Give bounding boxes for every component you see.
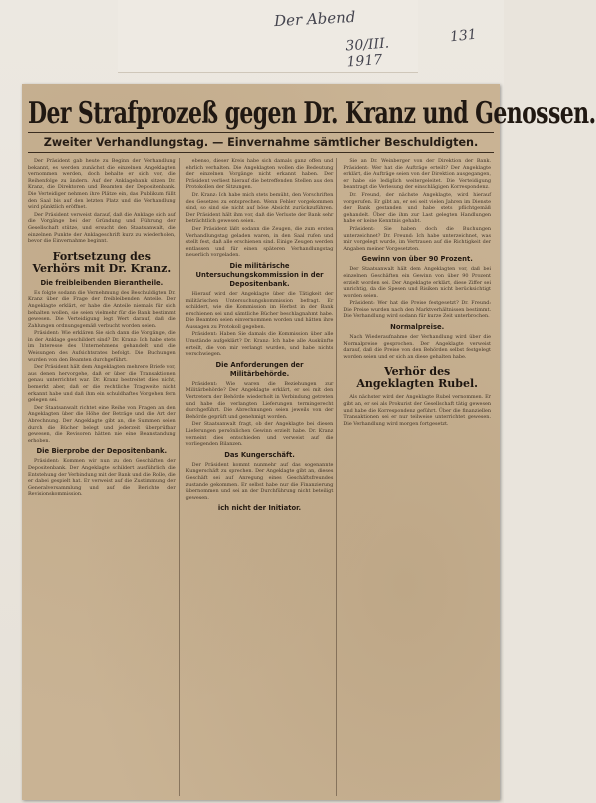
article-paragraph: Präsident: Haben Sie damals die Kommission über alle Umstände aufgeklärt? Dr. Kranz: Ich habe alle Auskünfte erteilt, die von mir verlangt wurden, und habe nichts verschwiegen. [185,331,334,358]
article-paragraph: Der Staatsanwalt hält dem Angeklagten vor, daß bei einzelnen Geschäften ein Gewinn von über 90 Prozent erzielt worden sei. Der Angeklagte erklärt, diese Ziffer sei unrichtig, da die Spesen und Risiken nicht berücksichtigt worden seien. [343,266,492,299]
subsection-heading: Die Bierprobe der Depositenbank. [36,447,168,456]
subsection-heading: Das Kungerschäft. [224,450,295,459]
article-paragraph: Präsident: Kommen wir nun zu den Geschäften der Depositenbank. Der Angeklagte schildert ausführlich die Entstehung der Verbindung mit der Bank und die Rolle, die er dabei gespielt hat. Er verweist auf die Zustimmung der Generalversammlung und auf die Berichte der Revisionskommission. [28,458,176,498]
article-paragraph: Als nächster wird der Angeklagte Rubel vernommen. Er gibt an, er sei als Prokurist der Gesellschaft tätig gewesen und habe die Korrespondenz geführt. Über die finanziellen Transaktionen sei er nur teilweise unterrichtet gewesen. Die Verhandlung wird morgen fortgesetzt. [343,394,492,427]
article-paragraph: Hierauf wird der Angeklagte über die Tätigkeit der militärischen Untersuchungskommission befragt. Er schildert, wie die Kommission im Herbst in der Bank erschienen sei und sämtliche Bücher beschlagnahmt habe. Die Beamten seien einvernommen worden und hätten ihre Aussagen zu Protokoll gegeben. [185,290,334,330]
section-heading: Verhör des Angeklagten Rubel. [356,365,478,391]
article-paragraph: ebenso, dieser Kreis habe sich damals ganz offen und ehrlich verhalten. Die Angeklagten wollen die Bedeutung der einzelnen Vorgänge nicht erkannt haben. Der Präsident verliest hierauf die betreffenden Stellen aus den Protokollen der Sitzungen. [185,158,334,191]
divider [28,152,494,153]
subsection-heading: Die militärische Untersuchungskommission in der Depositenbank. [195,261,324,288]
subsection-heading: ich nicht der Initiator. [217,504,302,513]
subsection-heading: Normalpreise. [390,323,445,332]
subsection-heading: Die freibleibenden Bierantheile. [40,278,164,287]
article-columns [28,158,494,796]
date-handwritten: 30/III. 1917 [344,35,390,71]
newspaper-clipping [22,84,596,800]
article-paragraph: Der Präsident hält dem Angeklagten mehrere Briefe vor, aus denen hervorgehe, daß er über die Transaktionen genau unterrichtet war. Dr. Kranz bestreitet dies nicht, bemerkt aber, daß er die rechtliche Tragweite nicht erkannt habe und daß ihm ein schuldhaftes Vorgehen fern gelegen sei. [28,364,176,404]
article-paragraph: Präsident: Wie erklären Sie sich dann die Vorgänge, die in der Anklage geschildert sind? Dr. Kranz: Ich habe stets im Interesse des Unternehmens gehandelt und die Weisungen des Aufsichtsrates befolgt. Die Buchungen wurden von den Beamten durchgeführt. [28,330,176,363]
article-paragraph: Präsident: Sie haben doch die Buchungen unterzeichnet? Dr. Freund: Ich habe unterzeichnet, was mir vorgelegt wurde, im Vertrauen auf die Richtigkeit der Angaben meiner Vorgesetzten. [343,225,492,252]
article-paragraph: Der Präsident läßt sodann die Zeugen, die zum ersten Verhandlungstag geladen waren, in den Saal rufen und stellt fest, daß alle erschienen sind. Einige Zeugen werden entlassen und für einen späteren Verhandlungstag neuerlich vorgeladen. [185,225,334,259]
article-paragraph: Der Staatsanwalt richtet eine Reihe von Fragen an den Angeklagten über die Höhe der Beträge und die Art der Abrechnung. Der Angeklagte gibt an, die Summen seien durch die Bücher belegt und jederzeit überprüfbar gewesen, die Revisoren hätten nie eine Beanstandung erhoben. [28,404,176,444]
number-handwritten: 131 [449,26,478,46]
subheadline: Zweiter Verhandlungstag. — Einvernahme sämtlicher Beschuldigten. [43,136,479,149]
article-paragraph: Präsident: Wie waren die Beziehungen zur Militärbehörde? Der Angeklagte erklärt, er sei mit den Vertretern der Behörde wiederholt in Verbindung getreten und habe die verlangten Lieferungen termingerecht durchgeführt. Die Abrechnungen seien jeweils von der Behörde geprüft und genehmigt worden. [185,380,334,420]
article-paragraph: Dr. Freund, der nächste Angeklagte, wird hierauf vorgerufen. Er gibt an, er sei seit vielen Jahren im Dienste der Bank gestanden und habe stets pflichtgemäß gehandelt. Über die ihm zur Last gelegten Handlungen habe er keine Kenntnis gehabt. [343,191,492,225]
article-paragraph: Präsident: Wer hat die Preise festgesetzt? Dr. Freund: Die Preise wurden nach den Marktverhältnissen bestimmt. Die Verhandlung wird sodann für kurze Zeit unterbrochen. [343,300,492,320]
article-paragraph: Dr. Kranz: Ich habe mich stets bemüht, den Vorschriften des Gesetzes zu entsprechen. Wenn Fehler vorgekommen sind, so sind sie nicht auf böse Absicht zurückzuführen. Der Präsident hält ihm vor, daß die Verluste der Bank sehr beträchtlich gewesen seien. [185,191,334,225]
subsection-heading: Gewinn von über 90 Prozent. [361,255,473,264]
section-heading: Fortsetzung des Verhörs mit Dr. Kranz. [32,249,172,275]
article-paragraph: Sie an Dr. Weinberger von der Direktion der Bank. Präsident: Wer hat die Aufträge erteilt? Der Angeklagte erklärt, die Aufträge seien von der Direktion ausgegangen, er habe sie lediglich weitergeleitet. Die Verteidigung beantragt die Verlesung der einschlägigen Korrespondenz. [343,158,492,191]
article-paragraph: Der Präsident verweist darauf, daß die Anklage sich auf die Vorgänge bei der Gründung und Führung der Gesellschaft stütze, und ersucht den Staatsanwalt, die einzelnen Punkte der Anklageschrift kurz zu wiederholen, bevor die Einvernahme beginnt. [28,211,176,245]
archive-label [118,0,478,73]
article-paragraph: Nach Wiederaufnahme der Verhandlung wird über die Normalpreise gesprochen. Der Angeklagte verweist darauf, daß die Preise von den Behörden selbst festgelegt worden seien und er sich an diese gehalten habe. [343,334,492,360]
article-paragraph: Der Präsident kommt nunmehr auf das sogenannte Kungerschäft zu sprechen. Der Angeklagte gibt an, dieses Geschäft sei auf Anregung eines Geschäftsfreundes zustande gekommen. Er selbst habe nur die Finanzierung übernommen und sei an der Durchführung nicht beteiligt gewesen. [185,461,334,501]
column-1 [28,158,180,796]
column-2 [186,158,338,796]
column-3 [343,158,494,796]
source-handwritten: Der Abend [273,7,356,31]
divider [28,132,494,133]
article-paragraph: Es folgte sodann die Vernehmung des Beschuldigten Dr. Kranz über die Frage der freibleibenden Anteile. Der Angeklagte erklärt, er habe die Anteile niemals für sich behalten wollen, sie seien vielmehr für die Bank bestimmt gewesen. Die Verteidigung legt Wert darauf, daß die Zahlungen ordnungsgemäß verbucht worden seien. [28,289,176,329]
article-paragraph: Der Präsident gab heute zu Beginn der Verhandlung bekannt, es werden zunächst die einzelnen Angeklagten vernommen werden, doch behalte er sich vor, die Reihenfolge zu ändern. Auf der Anklagebank sitzen Dr. Kranz, die Direktoren und Beamten der Depositenbank. Die Verteidiger nehmen ihre Plätze ein, das Publikum füllt den Saal bis auf den letzten Platz und die Verhandlung wird pünktlich eröffnet. [28,158,176,211]
subsection-heading: Die Anforderungen der Militärbehörde. [215,360,304,378]
headline: Der Strafprozeß gegen Dr. Kranz und Genossen. [28,96,596,132]
article-paragraph: Der Staatsanwalt fragt, ob der Angeklagte bei diesen Lieferungen persönlichen Gewinn erzielt habe. Dr. Kranz verneint dies entschieden und verweist auf die vorliegenden Bilanzen. [185,421,334,448]
